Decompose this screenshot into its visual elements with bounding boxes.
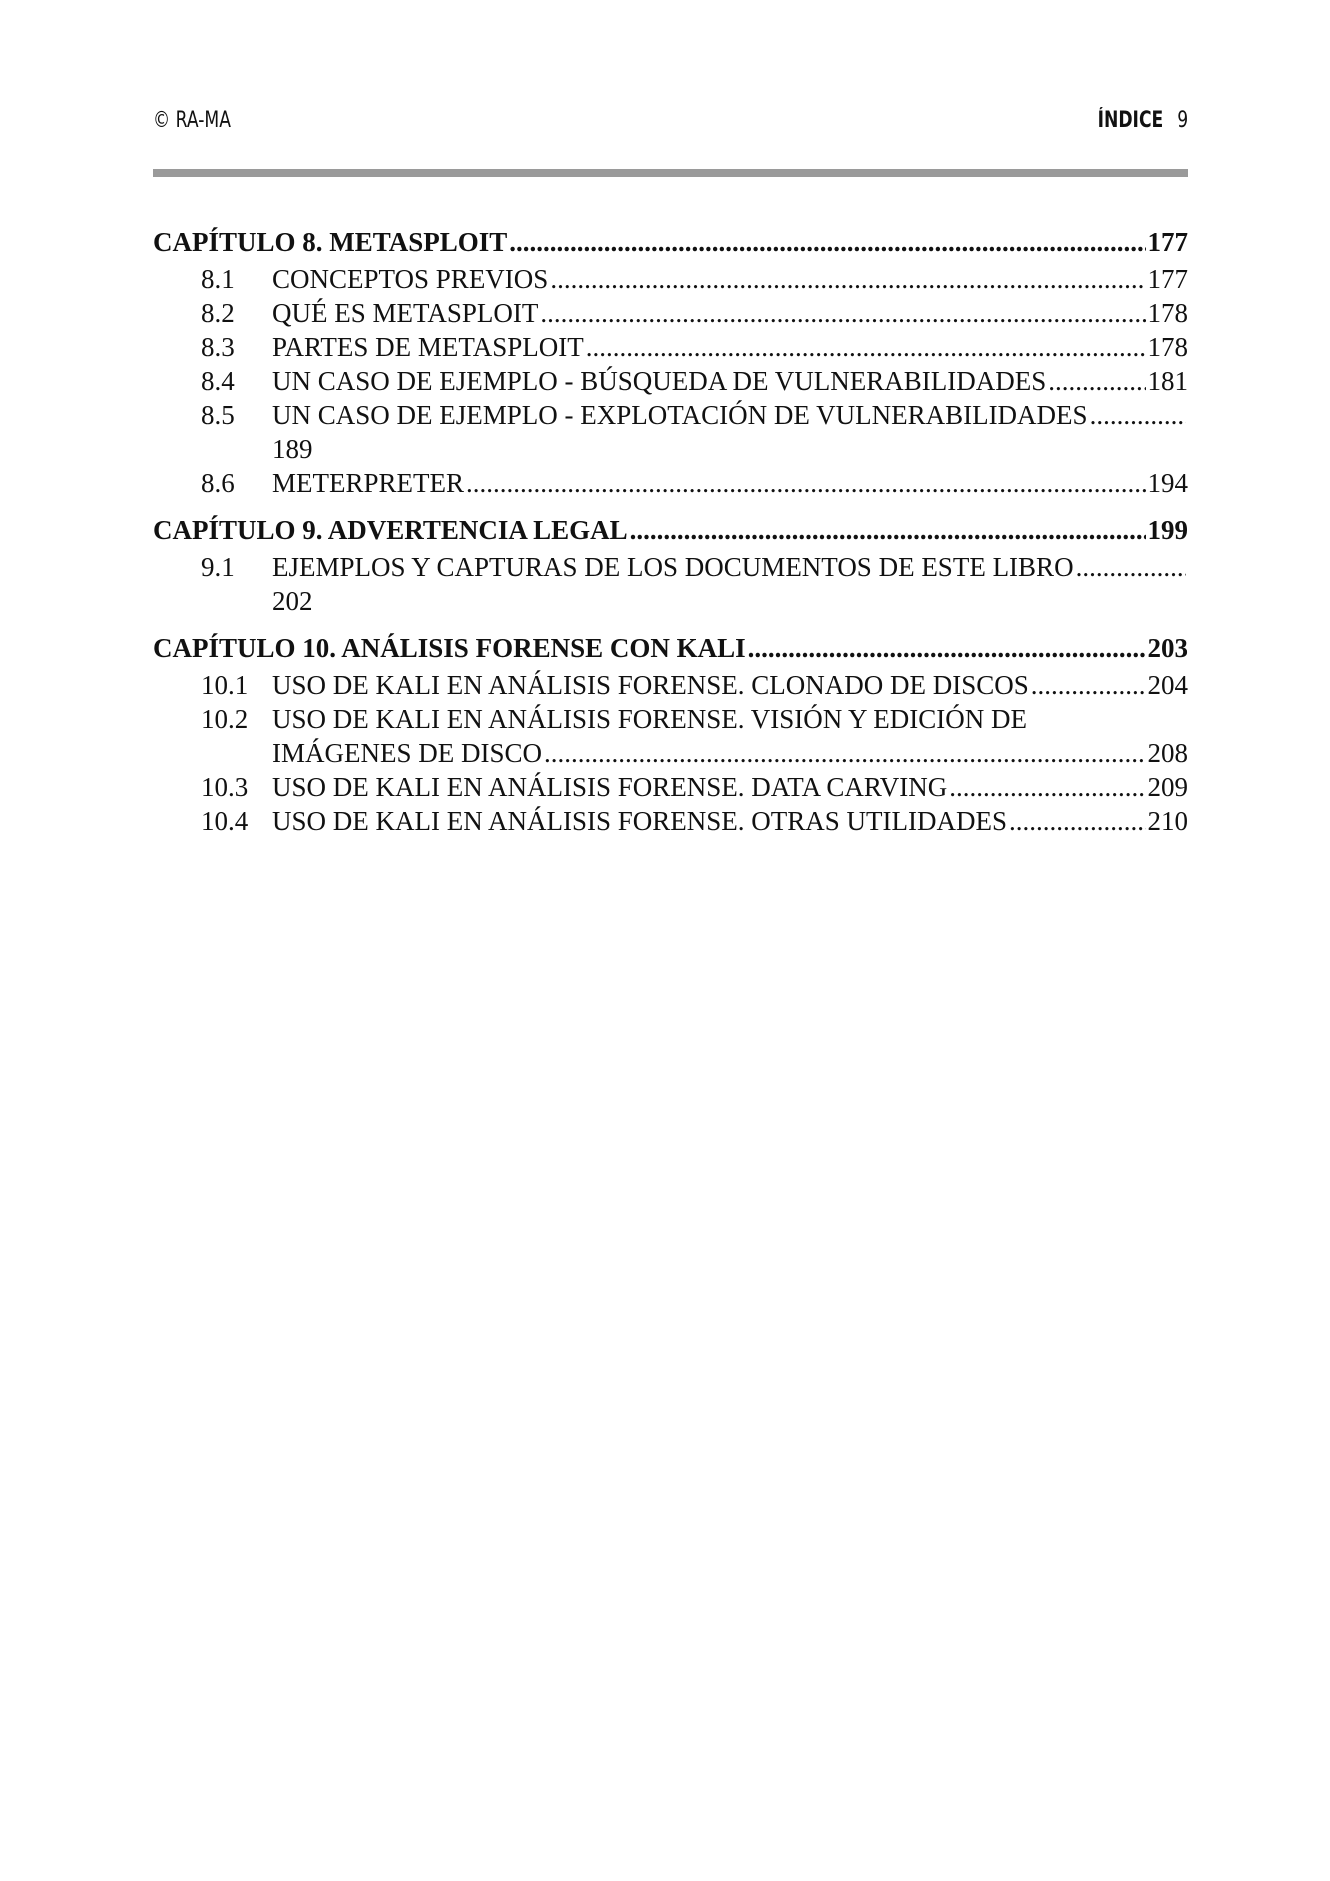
section-page: 189 (272, 434, 313, 464)
running-header (153, 108, 1188, 148)
toc-section-8-6[interactable] (153, 466, 1188, 500)
chapter-title: CAPÍTULO 10. ANÁLISIS FORENSE CON KALI (153, 633, 746, 663)
dot-leader (949, 770, 1145, 804)
section-number: 8.6 (201, 468, 235, 498)
toc-section-10-4[interactable] (153, 804, 1188, 838)
chapter-page: 203 (1147, 633, 1188, 663)
toc-section-8-3[interactable] (153, 330, 1188, 364)
dot-leader (630, 510, 1146, 550)
toc-section-10-2[interactable] (153, 702, 1188, 770)
section-title: EJEMPLOS Y CAPTURAS DE LOS DOCUMENTOS DE ESTE LIBRO (272, 552, 1074, 582)
dot-leader (550, 262, 1145, 296)
section-number: 10.2 (201, 704, 249, 734)
toc-section-8-4[interactable] (153, 364, 1188, 398)
dot-leader (509, 222, 1145, 262)
dot-leader (466, 466, 1145, 500)
section-number: 8.2 (201, 298, 235, 328)
chapter-page: 199 (1147, 515, 1188, 545)
section-page: 204 (1147, 670, 1188, 700)
section-page: 177 (1147, 264, 1188, 294)
toc-section-8-1[interactable] (153, 262, 1188, 296)
section-page: 208 (1147, 738, 1188, 768)
section-title: CONCEPTOS PREVIOS (272, 264, 549, 294)
section-page: 202 (272, 586, 313, 616)
section-title: UN CASO DE EJEMPLO - EXPLOTACIÓN DE VULNERABILIDADES (272, 400, 1088, 430)
section-number: 10.3 (201, 772, 249, 802)
dot-leader (1031, 668, 1146, 702)
table-of-contents (153, 222, 1188, 838)
section-number: 8.1 (201, 264, 235, 294)
section-title-line1: USO DE KALI EN ANÁLISIS FORENSE. VISIÓN Y EDICIÓN DE (272, 704, 1027, 734)
section-number: 10.4 (201, 806, 249, 836)
section-page: 194 (1147, 468, 1188, 498)
toc-section-8-2[interactable] (153, 296, 1188, 330)
section-number: 10.1 (201, 670, 249, 700)
toc-section-8-5[interactable] (153, 398, 1188, 466)
dot-leader (544, 736, 1146, 770)
dot-leader (586, 330, 1146, 364)
section-page: 181 (1147, 366, 1188, 396)
section-title: USO DE KALI EN ANÁLISIS FORENSE. DATA CARVING (272, 772, 948, 802)
dot-leader (540, 296, 1145, 330)
toc-chapter-9[interactable] (153, 510, 1188, 550)
publisher-mark: © RA-MA (153, 108, 231, 133)
section-title: ÍNDICE (1097, 108, 1164, 133)
section-title: METERPRETER (272, 468, 465, 498)
chapter-title: CAPÍTULO 9. ADVERTENCIA LEGAL (153, 515, 628, 545)
toc-section-10-3[interactable] (153, 770, 1188, 804)
section-number: 9.1 (201, 552, 235, 582)
section-number: 8.3 (201, 332, 235, 362)
section-page: 178 (1147, 298, 1188, 328)
chapter-title: CAPÍTULO 8. METASPLOIT (153, 227, 508, 257)
section-title: QUÉ ES METASPLOIT (272, 298, 539, 328)
dot-leader (1009, 804, 1146, 838)
section-number: 8.4 (201, 366, 235, 396)
toc-section-9-1[interactable] (153, 550, 1188, 618)
section-title: USO DE KALI EN ANÁLISIS FORENSE. OTRAS UTILIDADES (272, 806, 1007, 836)
dot-leader (1090, 398, 1186, 432)
dot-leader (748, 628, 1146, 668)
dot-leader (1048, 364, 1145, 398)
section-page: 210 (1147, 806, 1188, 836)
header-right (1097, 108, 1188, 133)
section-page: 209 (1147, 772, 1188, 802)
section-number: 8.5 (201, 400, 235, 430)
section-title-line2: IMÁGENES DE DISCO (272, 738, 542, 768)
section-page: 178 (1147, 332, 1188, 362)
page-number: 9 (1177, 108, 1188, 133)
section-title: PARTES DE METASPLOIT (272, 332, 584, 362)
section-title: USO DE KALI EN ANÁLISIS FORENSE. CLONADO DE DISCOS (272, 670, 1029, 700)
dot-leader (1076, 550, 1186, 584)
toc-section-10-1[interactable] (153, 668, 1188, 702)
section-title: UN CASO DE EJEMPLO - BÚSQUEDA DE VULNERABILIDADES (272, 366, 1047, 396)
chapter-page: 177 (1147, 227, 1188, 257)
toc-chapter-10[interactable] (153, 628, 1188, 668)
toc-chapter-8[interactable] (153, 222, 1188, 262)
header-rule (153, 169, 1188, 177)
